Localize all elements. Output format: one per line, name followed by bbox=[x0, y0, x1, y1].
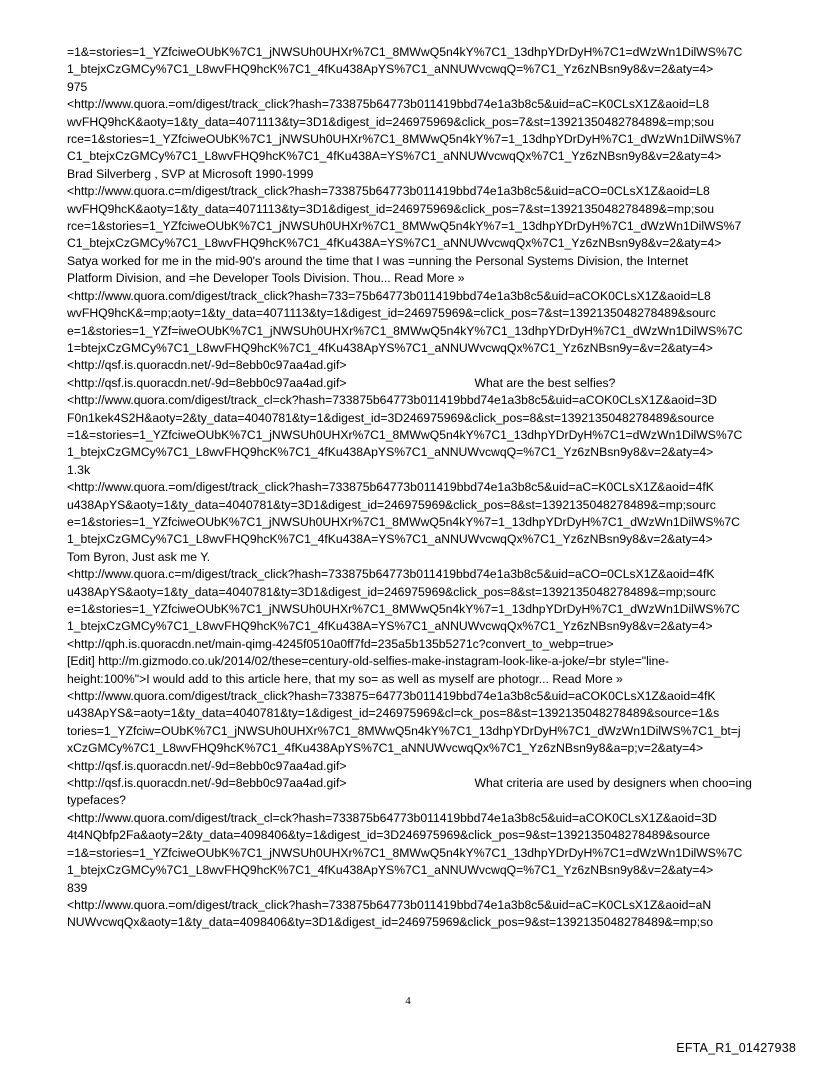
line-text: 4t4NQbfp2Fa&aoty=2&ty_data=4098406&ty=1&digest_id=3D246975969&click_pos=9&st=1392135048278489&source bbox=[67, 828, 711, 843]
line-text: Tom Byron, Just ask me Y. bbox=[67, 549, 211, 564]
document-line bbox=[67, 340, 757, 357]
line-text: Platform Division, and =he Developer Tools Division. Thou... Read More » bbox=[67, 271, 465, 286]
line-text: 1_btejxCzGMCy%7C1_L8wvFHQ9hcK%7C1_4fKu438ApYS%7C1_aNNUWvcwqQ=%7C1_Yz6zNBsn9y8&v=2&aty=4> bbox=[67, 445, 714, 460]
line-text: =1&=stories=1_YZfciweOUbK%7C1_jNWSUh0UHXr%7C1_8MWwQ5n4kY%7C1_13dhpYDrDyH%7C1=dWzWn1DilWS%7C bbox=[67, 427, 743, 442]
line-text: <http://qsf.is.quoracdn.net/-9d=8ebb0c97aa4ad.gif> bbox=[67, 776, 347, 791]
line-text: wvFHQ9hcK&aoty=1&ty_data=4071113&ty=3D1&digest_id=246975969&click_pos=7&st=1392135048278489&=mp;sou bbox=[67, 201, 714, 216]
line-text: <http://www.quora.c=m/digest/track_click?hash=733875b64773b011419bbd74e1a3b8c5&uid=aCO=0CLsX1Z&aoid=L8 bbox=[67, 184, 710, 199]
line-text: 975 bbox=[67, 79, 88, 94]
line-text: <http://www.quora.com/digest/track_click?hash=733=75b64773b011419bbd74e1a3b8c5&uid=aCOK0CLsX1Z&aoid=L8 bbox=[67, 288, 711, 303]
line-text: 1_btejxCzGMCy%7C1_L8wvFHQ9hcK%7C1_4fKu438A=YS%7C1_aNNUWvcwqQx%7C1_Yz6zNBsn9y8&v=2&aty=4> bbox=[67, 619, 713, 634]
line-text: e=1&stories=1_YZf=iweOUbK%7C1_jNWSUh0UHXr%7C1_8MWwQ5n4kY%7C1_13dhpYDrDyH%7C1_dWzWn1DilWS%7C bbox=[67, 323, 743, 338]
document-line bbox=[67, 897, 757, 914]
line-text: <http://www.quora.com/digest/track_click?hash=733875=64773b011419bbd74e1a3b8c5&uid=aCOK0CLsX1Z&aoid=4fK bbox=[67, 689, 716, 704]
line-text: C1_btejxCzGMCy%7C1_L8wvFHQ9hcK%7C1_4fKu438A=YS%7C1_aNNUWvcwqQx%7C1_Yz6zNBsn9y8&v=2&aty=4> bbox=[67, 236, 722, 251]
line-text: u438ApYS&aoty=1&ty_data=4040781&ty=3D1&digest_id=246975969&click_pos=8&st=1392135048278489&=mp;sourc bbox=[67, 584, 716, 599]
document-line bbox=[67, 827, 757, 844]
document-line bbox=[67, 653, 757, 670]
document-line bbox=[67, 775, 757, 792]
document-line bbox=[67, 357, 757, 374]
document-line bbox=[67, 79, 757, 96]
document-line bbox=[67, 235, 757, 252]
line-text: <http://qsf.is.quoracdn.net/-9d=8ebb0c97aa4ad.gif> bbox=[67, 758, 347, 773]
document-body bbox=[67, 44, 757, 932]
line-text: <http://qsf.is.quoracdn.net/-9d=8ebb0c97aa4ad.gif> bbox=[67, 358, 347, 373]
line-text: tories=1_YZfciw=OUbK%7C1_jNWSUh0UHXr%7C1_8MWwQ5n4kY%7C1_13dhpYDrDyH%7C1_dWzWn1DilWS%7C1_bt=j bbox=[67, 723, 741, 738]
document-line bbox=[67, 740, 757, 757]
line-text: F0n1kek4S2H&aoty=2&ty_data=4040781&ty=1&digest_id=3D246975969&click_pos=8&st=1392135048278489&source bbox=[67, 410, 715, 425]
page-number: 4 bbox=[405, 995, 411, 1007]
line-text: rce=1&stories=1_YZfciweOUbK%7C1_jNWSUh0UHXr%7C1_8MWwQ5n4kY%7=1_13dhpYDrDyH%7C1_dWzWn1DilWS%7 bbox=[67, 219, 742, 234]
document-line bbox=[67, 270, 757, 287]
document-line bbox=[67, 323, 757, 340]
question-title: What criteria are used by designers when choo=ing bbox=[474, 776, 752, 791]
line-text: u438ApYS&aoty=1&ty_data=4040781&ty=3D1&digest_id=246975969&click_pos=8&st=1392135048278489&=mp;sourc bbox=[67, 497, 716, 512]
line-text: 1=btejxCzGMCy%7C1_L8wvFHQ9hcK%7C1_4fKu438ApYS%7C1_aNNUWvcwqQx%7C1_Yz6zNBsn9y=&v=2&aty=4> bbox=[67, 340, 713, 355]
bates-number: EFTA_R1_01427938 bbox=[676, 1041, 796, 1055]
line-text: wvFHQ9hcK&=mp;aoty=1&ty_data=4071113&ty=1&digest_id=246975969&=click_pos=7&st=1392135048278489&sourc bbox=[67, 306, 716, 321]
document-line bbox=[67, 305, 757, 322]
document-line bbox=[67, 584, 757, 601]
document-line bbox=[67, 671, 757, 688]
document-line bbox=[67, 688, 757, 705]
document-line bbox=[67, 618, 757, 635]
line-text: wvFHQ9hcK&aoty=1&ty_data=4071113&ty=3D1&digest_id=246975969&click_pos=7&st=1392135048278489&=mp;sou bbox=[67, 114, 714, 129]
document-line bbox=[67, 44, 757, 61]
document-line bbox=[67, 218, 757, 235]
document-line bbox=[67, 566, 757, 583]
line-text: =1&=stories=1_YZfciweOUbK%7C1_jNWSUh0UHXr%7C1_8MWwQ5n4kY%7C1_13dhpYDrDyH%7C1=dWzWn1DilWS%7C bbox=[67, 845, 743, 860]
document-line bbox=[67, 427, 757, 444]
document-line bbox=[67, 601, 757, 618]
document-line bbox=[67, 444, 757, 461]
line-text: <http://www.quora.c=m/digest/track_click?hash=733875b64773b011419bbd74e1a3b8c5&uid=aCO=0CLsX1Z&aoid=4fK bbox=[67, 567, 715, 582]
document-line bbox=[67, 148, 757, 165]
document-line bbox=[67, 497, 757, 514]
document-line bbox=[67, 166, 757, 183]
line-text: [Edit] http://m.gizmodo.co.uk/2014/02/these=century-old-selfies-make-instagram-look-like-a-joke/=br style="line- bbox=[67, 654, 670, 669]
document-line bbox=[67, 531, 757, 548]
question-title: What are the best selfies? bbox=[474, 375, 616, 390]
document-line bbox=[67, 723, 757, 740]
document-line bbox=[67, 462, 757, 479]
line-text: 1_btejxCzGMCy%7C1_L8wvFHQ9hcK%7C1_4fKu438A=YS%7C1_aNNUWvcwqQx%7C1_Yz6zNBsn9y8&v=2&aty=4> bbox=[67, 532, 713, 547]
document-line bbox=[67, 514, 757, 531]
line-text: u438ApYS&=aoty=1&ty_data=4040781&ty=1&digest_id=246975969&cl=ck_pos=8&st=1392135048278489&source=1&s bbox=[67, 706, 720, 721]
line-text: rce=1&stories=1_YZfciweOUbK%7C1_jNWSUh0UHXr%7C1_8MWwQ5n4kY%7=1_13dhpYDrDyH%7C1_dWzWn1DilWS%7 bbox=[67, 132, 742, 147]
line-text: <http://qph.is.quoracdn.net/main-qimg-4245f0510a0ff7fd=235a5b135b5271c?convert_to_webp=true> bbox=[67, 636, 614, 651]
line-text: 839 bbox=[67, 880, 88, 895]
document-line bbox=[67, 705, 757, 722]
document-line bbox=[67, 758, 757, 775]
line-text: <http://www.quora.=om/digest/track_click?hash=733875b64773b011419bbd74e1a3b8c5&uid=aC=K0CLsX1Z&aoid=aN bbox=[67, 897, 712, 912]
line-text: e=1&stories=1_YZfciweOUbK%7C1_jNWSUh0UHXr%7C1_8MWwQ5n4kY%7=1_13dhpYDrDyH%7C1_dWzWn1DilWS%7C bbox=[67, 514, 740, 529]
document-line bbox=[67, 201, 757, 218]
line-text: height:100%">I would add to this article here, that my so= as well as myself are photogr... Read More » bbox=[67, 671, 623, 686]
line-text: <http://qsf.is.quoracdn.net/-9d=8ebb0c97aa4ad.gif> bbox=[67, 375, 347, 390]
line-text: <http://www.quora.com/digest/track_cl=ck?hash=733875b64773b011419bbd74e1a3b8c5&uid=aCOK0CLsX1Z&aoid=3D bbox=[67, 393, 717, 408]
line-text: 1_btejxCzGMCy%7C1_L8wvFHQ9hcK%7C1_4fKu438ApYS%7C1_aNNUWvcwqQ=%7C1_Yz6zNBsn9y8&v=2&aty=4> bbox=[67, 863, 714, 878]
document-line bbox=[67, 131, 757, 148]
document-line bbox=[67, 392, 757, 409]
document-line bbox=[67, 810, 757, 827]
line-text: <http://www.quora.com/digest/track_cl=ck?hash=733875b64773b011419bbd74e1a3b8c5&uid=aCOK0CLsX1Z&aoid=3D bbox=[67, 810, 717, 825]
document-line bbox=[67, 792, 757, 809]
line-text: <http://www.quora.=om/digest/track_click?hash=733875b64773b011419bbd74e1a3b8c5&uid=aC=K0CLsX1Z&aoid=L8 bbox=[67, 97, 710, 112]
line-text: =1&=stories=1_YZfciweOUbK%7C1_jNWSUh0UHXr%7C1_8MWwQ5n4kY%7C1_13dhpYDrDyH%7C1=dWzWn1DilWS%7C bbox=[67, 45, 743, 59]
line-text: 1_btejxCzGMCy%7C1_L8wvFHQ9hcK%7C1_4fKu438ApYS%7C1_aNNUWvcwqQ=%7C1_Yz6zNBsn9y8&v=2&aty=4> bbox=[67, 62, 714, 77]
line-text: C1_btejxCzGMCy%7C1_L8wvFHQ9hcK%7C1_4fKu438A=YS%7C1_aNNUWvcwqQx%7C1_Yz6zNBsn9y8&v=2&aty=4> bbox=[67, 149, 722, 164]
document-line bbox=[67, 914, 757, 931]
document-line bbox=[67, 375, 757, 392]
line-text: Satya worked for me in the mid-90's around the time that I was =unning the Personal Systems Division, the Internet bbox=[67, 253, 689, 268]
document-line bbox=[67, 636, 757, 653]
document-line bbox=[67, 880, 757, 897]
document-line bbox=[67, 479, 757, 496]
document-line bbox=[67, 410, 757, 427]
line-text: <http://www.quora.=om/digest/track_click?hash=733875b64773b011419bbd74e1a3b8c5&uid=aC=K0CLsX1Z&aoid=4fK bbox=[67, 480, 714, 495]
line-text: NUWvcwqQx&aoty=1&ty_data=4098406&ty=3D1&digest_id=246975969&click_pos=9&st=1392135048278489&=mp;so bbox=[67, 915, 714, 930]
document-line bbox=[67, 183, 757, 200]
line-text: e=1&stories=1_YZfciweOUbK%7C1_jNWSUh0UHXr%7C1_8MWwQ5n4kY%7=1_13dhpYDrDyH%7C1_dWzWn1DilWS%7C bbox=[67, 602, 740, 616]
document-line bbox=[67, 845, 757, 862]
document-line bbox=[67, 862, 757, 879]
line-text: Brad Silverberg , SVP at Microsoft 1990-1999 bbox=[67, 166, 314, 181]
document-line bbox=[67, 96, 757, 113]
line-text: typefaces? bbox=[67, 793, 126, 808]
document-line bbox=[67, 61, 757, 78]
document-line bbox=[67, 114, 757, 131]
document-line bbox=[67, 288, 757, 305]
document-line bbox=[67, 549, 757, 566]
document-line bbox=[67, 253, 757, 270]
line-text: 1.3k bbox=[67, 462, 91, 477]
line-text: xCzGMCy%7C1_L8wvFHQ9hcK%7C1_4fKu438ApYS%7C1_aNNUWvcwqQx%7C1_Yz6zNBsn9y8&a=p;v=2&aty=4> bbox=[67, 741, 704, 756]
